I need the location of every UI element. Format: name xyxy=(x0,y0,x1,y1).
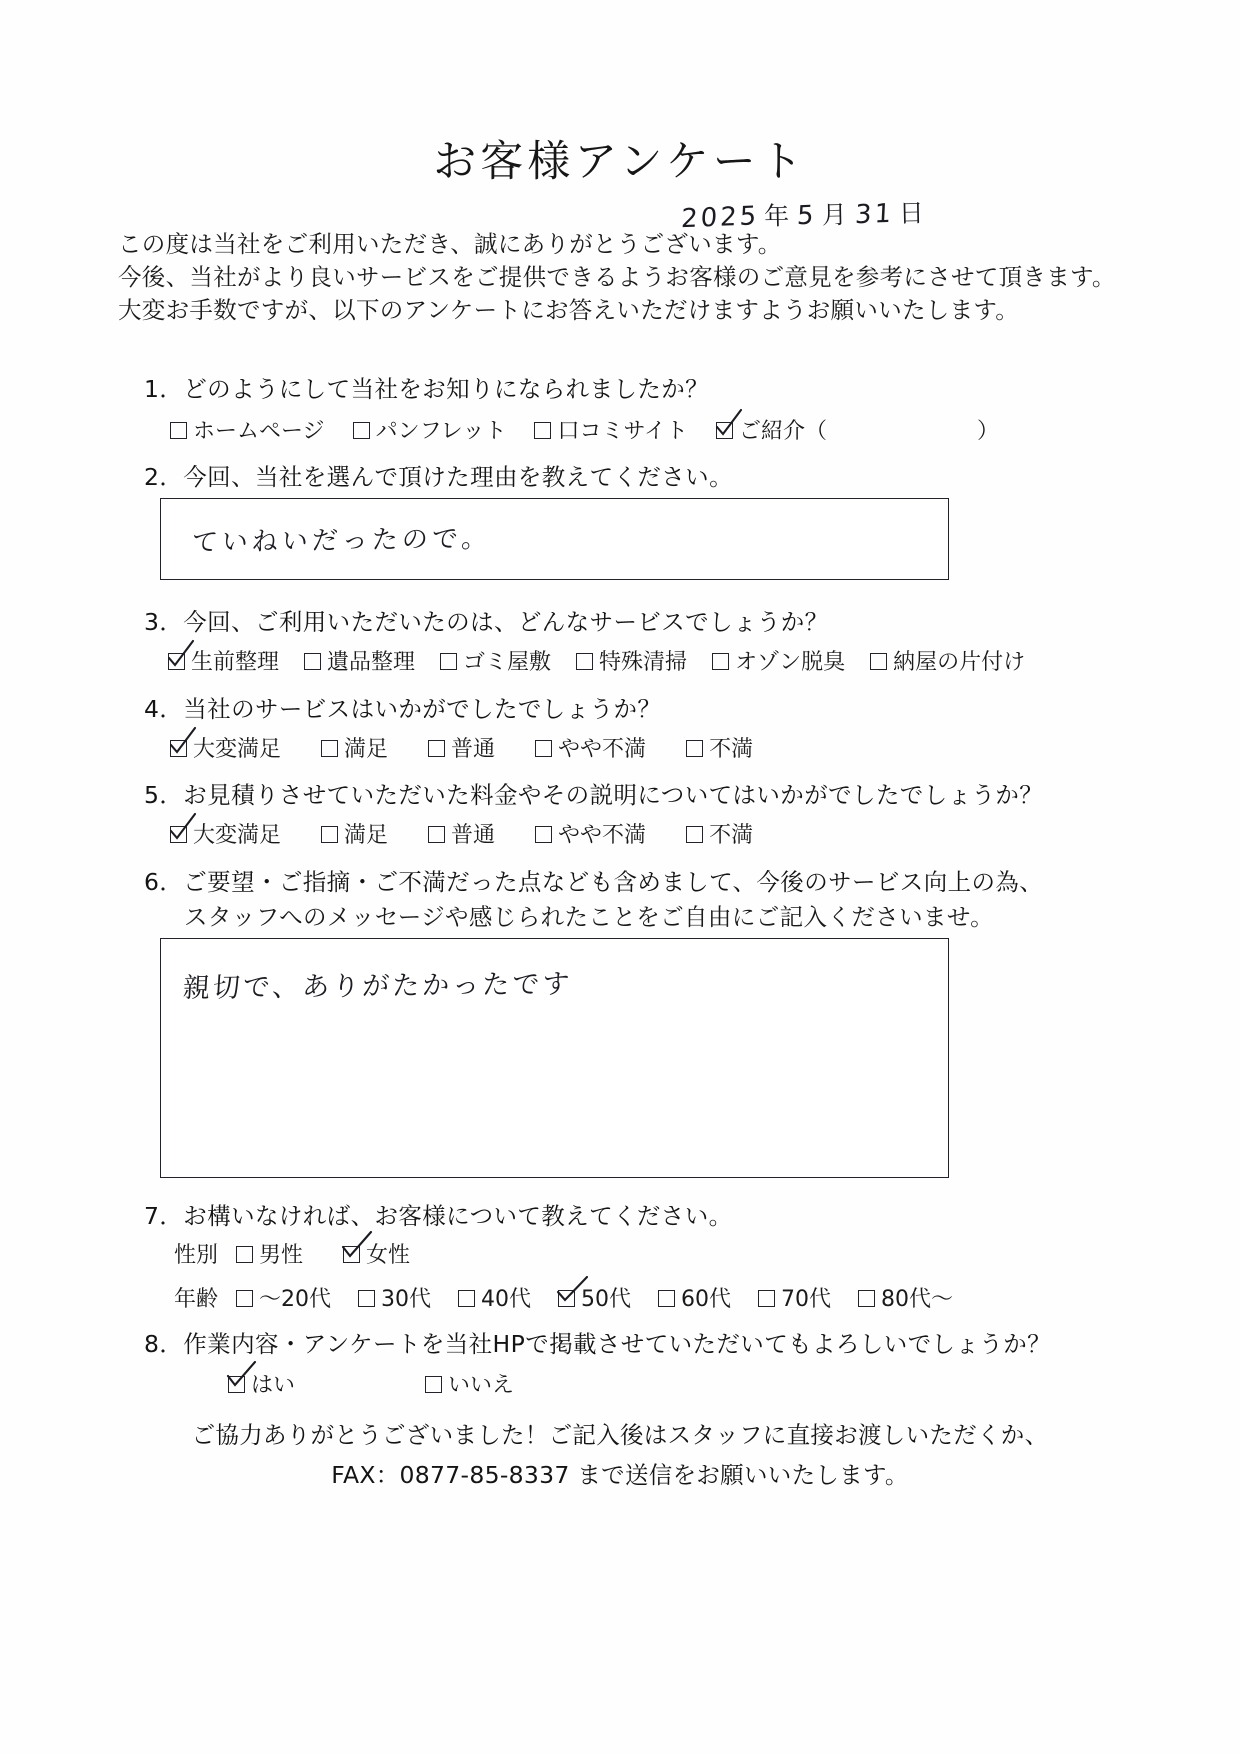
question-7-age-row xyxy=(174,1282,953,1313)
question-8-options xyxy=(228,1368,514,1399)
option-hp-yes[interactable] xyxy=(228,1368,295,1399)
option-label-pamphlet: パンフレット xyxy=(375,419,507,444)
question-3-options xyxy=(168,645,1025,676)
question-6-text xyxy=(144,863,1043,897)
question-4-options xyxy=(170,732,753,763)
age-label: 年齢 xyxy=(174,1287,219,1312)
option-label-age-60s: 60代 xyxy=(681,1287,732,1312)
option-label-referral: ご紹介（ xyxy=(738,419,827,444)
option-ozone[interactable] xyxy=(712,645,845,676)
question-2-number: 2． xyxy=(144,463,184,491)
option-age-under-20s[interactable] xyxy=(236,1282,331,1313)
question-1-label: どのようにして当社をお知りになられましたか？ xyxy=(183,375,710,403)
question-3-text xyxy=(144,603,829,637)
checkbox-age-40s[interactable] xyxy=(458,1290,475,1307)
option-label-gender-male: 男性 xyxy=(259,1243,304,1268)
checkbox-age-70s[interactable] xyxy=(758,1290,775,1307)
checkbox-age-60s[interactable] xyxy=(658,1290,675,1307)
option-q5-slightly-dissatisfied[interactable] xyxy=(535,818,646,849)
option-label-seizen-seiri: 生前整理 xyxy=(191,650,280,675)
option-q4-very-satisfied[interactable] xyxy=(170,732,281,763)
option-q5-satisfied[interactable] xyxy=(321,818,388,849)
checkbox-pamphlet[interactable] xyxy=(353,422,370,439)
checkbox-gomi-yashiki[interactable] xyxy=(440,653,457,670)
intro-line-3: 大変お手数ですが、以下のアンケートにお答えいただけますようお願いいたします。 xyxy=(118,296,1020,324)
option-age-60s[interactable] xyxy=(658,1282,731,1313)
option-label-hp-no: いいえ xyxy=(448,1373,515,1398)
checkbox-q4-dissatisfied[interactable] xyxy=(686,740,703,757)
date-day-unit: 日 xyxy=(898,198,928,228)
question-7-number: 7． xyxy=(144,1202,184,1230)
question-1-options xyxy=(170,414,999,445)
question-3-number: 3． xyxy=(144,608,184,636)
question-6-answer-text: 親切で、ありがたかったです xyxy=(181,968,574,1005)
checkbox-age-under-20s[interactable] xyxy=(236,1290,253,1307)
option-label-age-40s: 40代 xyxy=(481,1287,532,1312)
intro-paragraph xyxy=(118,228,1116,327)
question-1-number: 1． xyxy=(144,375,184,403)
option-label-ozone: オゾン脱臭 xyxy=(735,650,846,675)
date-month-value: 5 xyxy=(796,200,818,232)
checkbox-review-site[interactable] xyxy=(534,422,551,439)
option-label-q5-very-satisfied: 大変満足 xyxy=(193,823,282,848)
option-seizen-seiri[interactable] xyxy=(168,645,279,676)
checkbox-tokushu-seiso[interactable] xyxy=(576,653,593,670)
option-referral[interactable] xyxy=(716,414,999,445)
checkbox-gender-male[interactable] xyxy=(236,1246,253,1263)
date-day-value: 31 xyxy=(854,198,895,231)
question-3-label: 今回、ご利用いただいたのは、どんなサービスでしょうか？ xyxy=(183,608,829,636)
option-age-80s-plus[interactable] xyxy=(858,1282,953,1313)
option-label-homepage: ホームページ xyxy=(193,419,325,444)
checkbox-age-30s[interactable] xyxy=(358,1290,375,1307)
option-label-age-50s: 50代 xyxy=(581,1287,632,1312)
checkbox-age-80s-plus[interactable] xyxy=(858,1290,875,1307)
option-label-q4-normal: 普通 xyxy=(451,737,496,762)
question-5-label: お見積りさせていただいた料金やその説明についてはいかがでしたでしょうか？ xyxy=(183,781,1044,809)
question-8-number: 8． xyxy=(144,1330,184,1358)
question-4-text xyxy=(144,690,661,724)
footer-thanks: ご協力ありがとうございました！ご記入後はスタッフに直接お渡しいただくか、 xyxy=(191,1421,1049,1449)
question-2-text xyxy=(144,458,733,492)
option-naya[interactable] xyxy=(870,645,1025,676)
option-q4-satisfied[interactable] xyxy=(321,732,388,763)
option-q5-normal[interactable] xyxy=(428,818,495,849)
option-label-q5-dissatisfied: 不満 xyxy=(709,823,754,848)
option-age-30s[interactable] xyxy=(358,1282,431,1313)
question-2-answer-text: ていねいだったので。 xyxy=(191,523,493,559)
option-label-age-80s-plus: 80代～ xyxy=(881,1287,954,1312)
option-q4-normal[interactable] xyxy=(428,732,495,763)
checkbox-q4-slightly-dissatisfied[interactable] xyxy=(535,740,552,757)
footer-fax: FAX：0877-85-8337 まで送信をお願いいたします。 xyxy=(331,1461,909,1489)
question-1-text xyxy=(144,370,709,404)
option-label-gender-female: 女性 xyxy=(366,1243,411,1268)
option-label-age-under-20s: ～20代 xyxy=(259,1287,332,1312)
option-hp-no[interactable] xyxy=(425,1368,514,1399)
option-label-q4-slightly-dissatisfied: やや不満 xyxy=(558,737,647,762)
checkbox-q5-normal[interactable] xyxy=(428,826,445,843)
option-label-review-site: 口コミサイト xyxy=(557,419,688,444)
checkbox-q5-dissatisfied[interactable] xyxy=(686,826,703,843)
option-age-50s[interactable] xyxy=(558,1282,631,1313)
intro-line-1: この度は当社をご利用いただき、誠にありがとうございます。 xyxy=(118,230,782,258)
checkbox-referral[interactable] xyxy=(716,422,733,439)
checkbox-gender-female[interactable] xyxy=(343,1246,360,1263)
gender-label: 性別 xyxy=(174,1243,219,1268)
checkbox-q5-slightly-dissatisfied[interactable] xyxy=(535,826,552,843)
date-year-unit: 年 xyxy=(763,201,793,231)
question-4-label: 当社のサービスはいかがでしたでしょうか？ xyxy=(183,695,662,723)
date-month-unit: 月 xyxy=(821,199,851,230)
option-gender-male[interactable] xyxy=(236,1238,303,1269)
option-gender-female[interactable] xyxy=(343,1238,410,1269)
question-7-label: お構いなければ、お客様について教えてください。 xyxy=(183,1202,733,1230)
question-6-label: ご要望・ご指摘・ご不満だった点なども含めまして、今後のサービス向上の為、 xyxy=(183,868,1044,896)
option-label-q4-very-satisfied: 大変満足 xyxy=(193,737,282,762)
option-label-naya: 納屋の片付け xyxy=(893,650,1026,675)
option-label-ihin-seiri: 遺品整理 xyxy=(327,650,416,675)
option-label-q5-normal: 普通 xyxy=(451,823,496,848)
option-label-q4-dissatisfied: 不満 xyxy=(709,737,754,762)
checkbox-q5-very-satisfied[interactable] xyxy=(170,826,187,843)
question-5-text xyxy=(144,776,1043,810)
page-title: お客様アンケート xyxy=(433,137,807,187)
checkbox-homepage[interactable] xyxy=(170,422,187,439)
question-2-label: 今回、当社を選んで頂けた理由を教えてください。 xyxy=(183,463,733,491)
option-label-q5-satisfied: 満足 xyxy=(344,823,389,848)
question-4-number: 4． xyxy=(144,695,184,723)
option-tokushu-seiso[interactable] xyxy=(576,645,687,676)
option-label-age-30s: 30代 xyxy=(381,1287,432,1312)
checkbox-q4-very-satisfied[interactable] xyxy=(170,740,187,757)
option-label-gomi-yashiki: ゴミ屋敷 xyxy=(463,650,552,675)
question-7-text xyxy=(144,1197,733,1231)
question-7-gender-row xyxy=(174,1238,410,1269)
option-review-site[interactable] xyxy=(534,414,687,445)
option-label-referral-close: ） xyxy=(976,419,999,444)
checkbox-age-50s[interactable] xyxy=(558,1290,575,1307)
date-year-value: 2025 xyxy=(680,201,760,235)
option-age-40s[interactable] xyxy=(458,1282,531,1313)
option-age-70s[interactable] xyxy=(758,1282,831,1313)
checkbox-ozone[interactable] xyxy=(712,653,729,670)
option-label-q4-satisfied: 満足 xyxy=(344,737,389,762)
checkbox-ihin-seiri[interactable] xyxy=(304,653,321,670)
option-q4-dissatisfied[interactable] xyxy=(686,732,753,763)
option-gomi-yashiki[interactable] xyxy=(440,645,551,676)
option-label-q5-slightly-dissatisfied: やや不満 xyxy=(558,823,647,848)
question-5-number: 5． xyxy=(144,781,184,809)
checkbox-q4-normal[interactable] xyxy=(428,740,445,757)
option-q4-slightly-dissatisfied[interactable] xyxy=(535,732,646,763)
question-6-text-line2: スタッフへのメッセージや感じられたことをご自由にご記入くださいませ。 xyxy=(184,903,995,931)
question-6-number: 6． xyxy=(144,868,184,896)
option-label-age-70s: 70代 xyxy=(781,1287,832,1312)
option-ihin-seiri[interactable] xyxy=(304,645,415,676)
checkbox-q5-satisfied[interactable] xyxy=(321,826,338,843)
checkbox-hp-yes[interactable] xyxy=(228,1376,245,1393)
checkbox-seizen-seiri[interactable] xyxy=(168,653,185,670)
option-q5-very-satisfied[interactable] xyxy=(170,818,281,849)
option-homepage[interactable] xyxy=(170,414,325,445)
option-q5-dissatisfied[interactable] xyxy=(686,818,753,849)
option-label-hp-yes: はい xyxy=(251,1373,296,1398)
checkbox-naya[interactable] xyxy=(870,653,887,670)
intro-line-2: 今後、当社がより良いサービスをご提供できるようお客様のご意見を参考にさせて頂きます。 xyxy=(118,263,1116,291)
question-8-label: 作業内容・アンケートを当社HPで掲載させていただいてもよろしいでしょうか？ xyxy=(183,1330,1051,1358)
question-5-options xyxy=(170,818,753,849)
option-label-tokushu-seiso: 特殊清掃 xyxy=(599,650,688,675)
checkbox-hp-no[interactable] xyxy=(425,1376,442,1393)
question-8-text xyxy=(144,1325,1051,1359)
option-pamphlet[interactable] xyxy=(353,414,507,445)
checkbox-q4-satisfied[interactable] xyxy=(321,740,338,757)
